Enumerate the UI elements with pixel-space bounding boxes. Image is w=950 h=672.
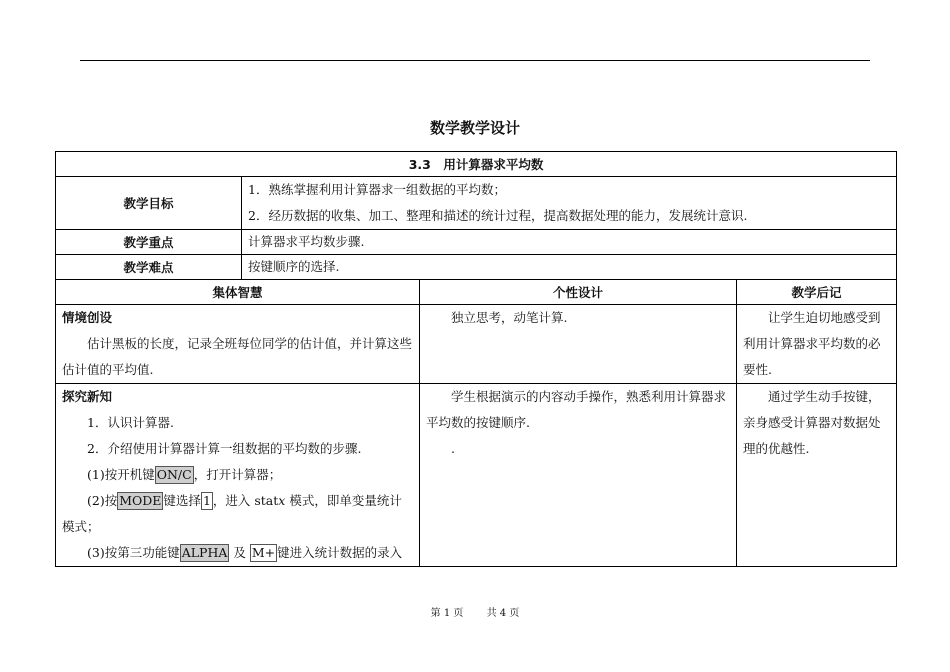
notes-text: 通过学生动手按键，亲身感受计算器对数据处理的优越性. — [743, 389, 881, 456]
column-teaching-notes: 教学后记 — [737, 280, 897, 305]
explore-cell — [56, 384, 420, 567]
key-points-content: 计算器求平均数步骤. — [242, 230, 897, 255]
page-footer — [0, 604, 950, 619]
personal-text: 学生根据演示的内容动手操作，熟悉利用计算器求平均数的按键顺序. — [426, 389, 727, 430]
objective-item: 1．熟练掌握利用计算器求一组数据的平均数； — [248, 182, 506, 197]
section-content: 估计黑板的长度，记录全班每位同学的估计值，并计算这些估计值的平均值. — [62, 336, 413, 377]
mode-key: MODE — [119, 493, 162, 508]
key-points-row — [56, 230, 897, 255]
step-text: 模式，即单变量统计模式； — [62, 493, 402, 534]
explore-notes — [737, 384, 897, 567]
section-explore-row — [56, 384, 897, 567]
personal-dot: . — [451, 441, 455, 456]
key-points-label: 教学重点 — [56, 230, 242, 255]
objectives-content — [242, 177, 897, 230]
difficulties-row — [56, 255, 897, 280]
lesson-plan-table — [55, 151, 897, 567]
step-text: (1)按开机键 — [87, 467, 155, 482]
step-text: (2)按 — [87, 493, 118, 508]
page-number: 第 1 页 — [430, 608, 464, 619]
step-text: ，进入 stat — [212, 493, 279, 508]
explore-line: 2．介绍使用计算器计算一组数据的平均数的步骤. — [87, 441, 362, 456]
column-collective-wisdom: 集体智慧 — [56, 280, 420, 305]
explore-step — [62, 462, 413, 488]
variable-x: x — [278, 493, 286, 508]
explore-personal — [420, 384, 737, 567]
difficulties-content: 按键顺序的选择. — [242, 255, 897, 280]
objective-item: 2．经历数据的收集、加工、整理和描述的统计过程，提高数据处理的能力，发展统计意识. — [248, 208, 748, 223]
step-text: 及 — [229, 545, 250, 560]
situation-personal — [420, 305, 737, 384]
step-text: ，打开计算器； — [193, 467, 282, 482]
header-rule — [80, 60, 870, 61]
page-total: 共 4 页 — [486, 608, 520, 619]
objectives-label: 教学目标 — [56, 177, 242, 230]
m-plus-key: M+ — [251, 545, 276, 560]
column-personal-design: 个性设计 — [420, 280, 737, 305]
section-situation-row — [56, 305, 897, 384]
difficulties-label: 教学难点 — [56, 255, 242, 280]
personal-text: 独立思考，动笔计算. — [451, 310, 568, 325]
situation-notes — [737, 305, 897, 384]
situation-cell — [56, 305, 420, 384]
column-header-row — [56, 280, 897, 305]
notes-text: 让学生迫切地感受到利用计算器求平均数的必要性. — [743, 310, 881, 377]
explore-line: 1．认识计算器. — [87, 415, 174, 430]
on-c-key: ON/C — [156, 467, 192, 482]
section-title: 情境创设 — [62, 310, 113, 325]
step-text: (3)按第三功能键 — [87, 545, 180, 560]
section-title: 探究新知 — [62, 389, 113, 404]
step-text: 键进入统计数据的录入 — [277, 545, 403, 560]
document-title: 数学教学设计 — [429, 119, 520, 137]
lesson-title: 3.3 用计算器求平均数 — [56, 152, 897, 177]
explore-step — [62, 488, 413, 540]
alpha-key: ALPHA — [181, 545, 228, 560]
explore-step — [62, 540, 413, 566]
objectives-row — [56, 177, 897, 230]
step-text: 键选择 — [163, 493, 201, 508]
one-key: 1 — [202, 493, 211, 508]
